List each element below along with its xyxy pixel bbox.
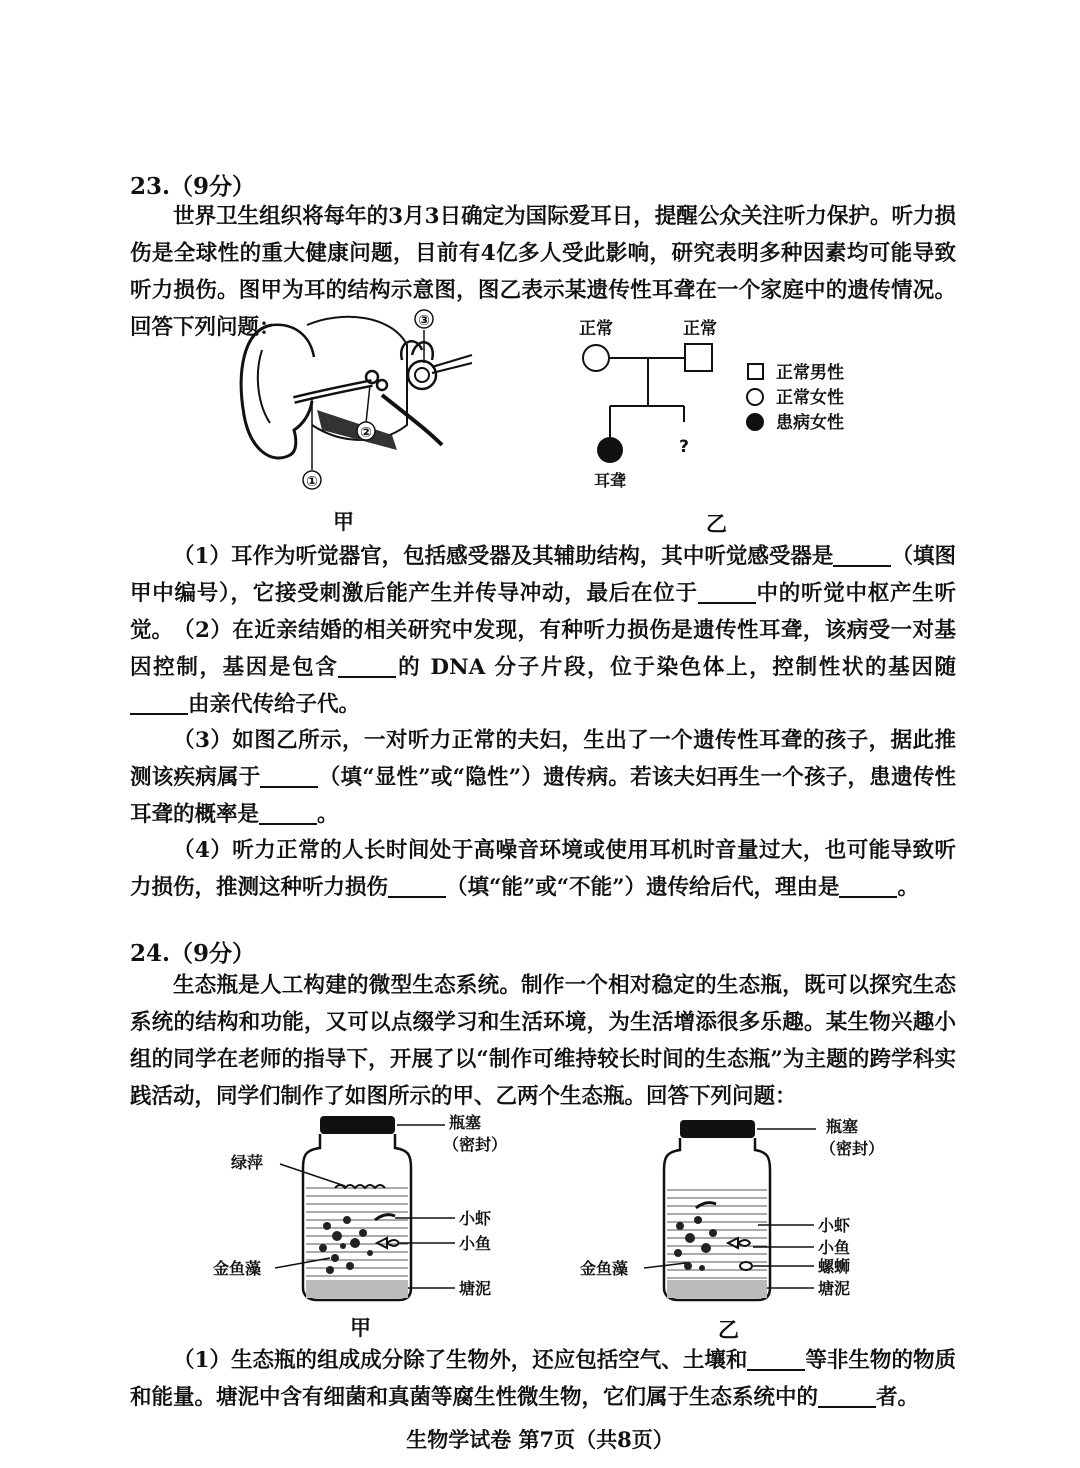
pedigree-parent-male [685, 344, 712, 371]
q23-sub1: （1）耳作为听觉器官，包括感受器及其辅助结构，其中听觉感受器是 （填图甲中编号），它接受刺激后能产生并传导冲动，最后在位于 中的听觉中枢产生听觉。 [130, 538, 956, 649]
jar-jia-cap-label: 瓶塞 [449, 1113, 482, 1132]
fig-jia-caption: 甲 [333, 509, 354, 534]
answer-blank[interactable] [747, 1345, 805, 1371]
answer-blank[interactable] [260, 762, 318, 788]
jar-yi-snail: 螺蛳 [818, 1257, 851, 1276]
jar-yi-cap-label: 瓶塞 [826, 1117, 859, 1136]
answer-blank[interactable] [839, 872, 897, 898]
jar-yi-plant: 金鱼藻 [580, 1259, 629, 1278]
jar-yi-shrimp: 小虾 [818, 1216, 851, 1235]
q24-header: 24.（9分） [130, 940, 256, 967]
ear-label-1: ① [306, 474, 318, 490]
legend-female-text: 正常女性 [776, 388, 844, 408]
q23-intro: 世界卫生组织将每年的3月3日确定为国际爱耳日，提醒公众关注听力保护。听力损伤是全球性的重大健康问题，目前有4亿多人受此影响，研究表明多种因素均可能导致听力损伤。图甲为耳的结构示意图，图乙表示某遗传性耳聋在一个家庭中的遗传情况。回答下列问题： [130, 204, 956, 340]
q23-sub2: （2）在近亲结婚的相关研究中发现，有种听力损伤是遗传性耳聋，该病受一对基因控制，基因是包含 的 DNA 分子片段，位于染色体上，控制性状的基因随由亲代传给子代。 [130, 618, 956, 717]
q23-header: 23.（9分） [130, 173, 256, 200]
ear-structure-figure [232, 305, 482, 495]
legend-female-symbol [747, 389, 763, 405]
legend-male-text: 正常男性 [776, 363, 844, 383]
legend-male-symbol [748, 364, 763, 379]
answer-blank[interactable] [833, 541, 891, 567]
ear-label-2: ② [360, 425, 372, 441]
jar-jia-caption: 甲 [350, 1315, 371, 1340]
jar-yi-fish: 小鱼 [818, 1238, 851, 1257]
jar-yi-cap-label2: （密封） [820, 1139, 885, 1158]
ear-label-3: ③ [418, 313, 430, 329]
jar-yi-figure [578, 1108, 898, 1308]
pedigree-parent-female [583, 345, 609, 371]
jar-yi-mud: 塘泥 [818, 1279, 851, 1298]
jar-jia-figure [205, 1108, 525, 1308]
answer-blank[interactable] [698, 578, 756, 604]
jar-jia-shrimp: 小虾 [459, 1209, 492, 1228]
q24-intro: 生态瓶是人工构建的微型生态系统。制作一个相对稳定的生态瓶，既可以探究生态系统的结构和功能，又可以点缀学习和生活环境，为生活增添很多乐趣。某生物兴趣小组的同学在老师的指导下，开展了以“制作可维持较长时间的生态瓶”为主题的跨学科实践活动，同学们制作了如图所示的甲、乙两个生态瓶。回答下列问题： [130, 973, 956, 1109]
jar-yi-caption: 乙 [718, 1317, 739, 1342]
pedigree-child-sick [597, 437, 623, 463]
pedigree-father-label: 正常 [579, 319, 613, 339]
pedigree-figure [570, 312, 870, 492]
answer-blank[interactable] [388, 872, 446, 898]
jar-jia-fish: 小鱼 [459, 1234, 492, 1253]
answer-blank[interactable] [130, 689, 188, 715]
jar-jia-cap-label2: （密封） [443, 1135, 508, 1154]
q23-sub4: （4）听力正常的人长时间处于高噪音环境或使用耳机时音量过大，也可能导致听力损伤，推测这种听力损伤 （填“能”或“不能”）遗传给后代，理由是 。 [130, 838, 956, 900]
answer-blank[interactable] [259, 799, 317, 825]
pedigree-mother-label: 正常 [683, 319, 717, 339]
pedigree-child-label: 耳聋 [593, 471, 627, 490]
legend-sick-text: 患病女性 [776, 413, 844, 433]
jar-jia-mud: 塘泥 [459, 1279, 492, 1298]
q24-sub1: （1）生态瓶的组成成分除了生物外，还应包括空气、土壤和 等非生物的物质和能量。塘泥中含有细菌和真菌等腐生性微生物，它们属于生态系统中的 者。 [130, 1342, 956, 1416]
answer-blank[interactable] [338, 652, 396, 678]
q23-sub3: （3）如图乙所示，一对听力正常的夫妇，生出了一个遗传性耳聋的孩子，据此推测该疾病属于 （填“显性”或“隐性”）遗传病。若该夫妇再生一个孩子，患遗传性耳聋的概率是 。 [130, 728, 956, 827]
page-footer: 生物学试卷 第7页（共8页） [406, 1427, 674, 1452]
fig-yi-caption: 乙 [706, 511, 727, 536]
jar-jia-duckweed: 绿萍 [231, 1153, 264, 1172]
pedigree-unknown: ? [679, 437, 689, 457]
legend-sick-symbol [746, 413, 764, 431]
jar-jia-plant: 金鱼藻 [213, 1259, 262, 1278]
answer-blank[interactable] [818, 1382, 876, 1408]
